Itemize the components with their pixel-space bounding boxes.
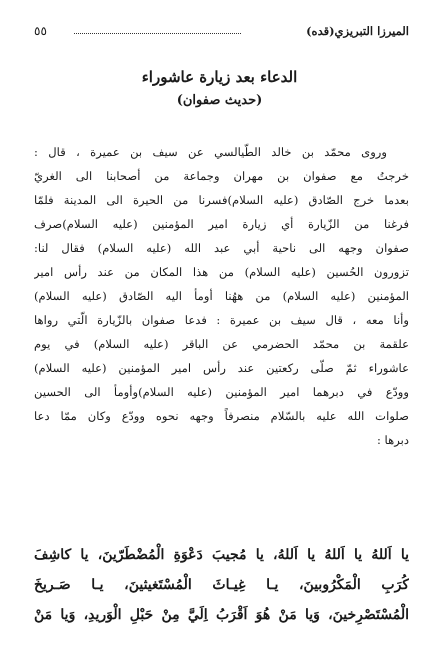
body-line: بعدما خرج الصّادق (عليه السلام)فسرنا من الحيرة الى المدينة فلمّا xyxy=(34,193,409,207)
body-line: تزورون الحُسين (عليه السلام) من هذا المكان من عند رأس امير xyxy=(34,265,409,279)
prayer-line: يا اَللهُ يا اَللهُ يا اَللهُ، يا مُجيبَ دَعْوَةِ الْمُضْطَرّينَ، يا كاشِفَ xyxy=(34,547,409,563)
prayer-line: الْمُسْتَصْرِخينَ، وَيا مَنْ هُوَ اَقْرَبُ اِلَيَّ مِنْ حَبْلِ الْوَريدِ، وَيا مَنْ xyxy=(34,607,409,623)
prayer-text xyxy=(34,540,409,630)
body-line: خرجتُ مع صفوان بن مهران وجماعة من أصحابنا الى الغريّ xyxy=(34,169,409,183)
header-dot-leader xyxy=(74,33,241,34)
body-line: فرغنا من الزّيارة أي زيارة امير المؤمنين (عليه السلام)صرف xyxy=(34,217,409,231)
body-paragraph xyxy=(34,140,409,452)
running-header xyxy=(34,22,409,40)
running-title: الميرزا التبريزي(قده) xyxy=(306,24,409,38)
page-number: ٥٥ xyxy=(34,24,47,38)
body-line: وودّع في دبرهما امير المؤمنين (عليه السلام)وأومأ الى الحسين xyxy=(34,385,409,399)
body-line: دبرها : xyxy=(376,433,409,447)
body-line: المؤمنين (عليه السلام) من ههُنا أومأ اليه الصّادق (عليه السلام) xyxy=(34,289,409,303)
body-line: صفوان وجهه الى ناحية أبي عبد الله (عليه السلام) فقال لنا: xyxy=(34,241,409,255)
body-line: صلوات الله عليه بالسّلام منصرفاً وجهه نحوه وودّع وكان ممّا دعا xyxy=(34,409,409,423)
chapter-subtitle: (حديث صفوان) xyxy=(176,93,263,108)
body-line: علقمة بن محمّد الحضرمي عن الباقر (عليه السلام) في يوم xyxy=(34,337,409,351)
chapter-title: الدعاء بعد زيارة عاشوراء xyxy=(141,68,298,86)
body-line: وأنا معه ، قال سيف بن عميرة : فدعا صفوان بالزّيارة الّتي رواها xyxy=(34,313,409,327)
body-line: عاشوراء ثمّ صلّى ركعتين عند رأس امير المؤمنين (عليه السلام) xyxy=(34,361,409,375)
prayer-line: كُرَبِ الْمَكْرُوبينَ، يـا غِيـاثَ الْمُسْتَغيثينَ، يـا صَـريخَ xyxy=(34,577,409,593)
body-line: وروى محمّد بن خالد الطّيالسي عن سيف بن عميرة ، قال : xyxy=(34,145,387,159)
